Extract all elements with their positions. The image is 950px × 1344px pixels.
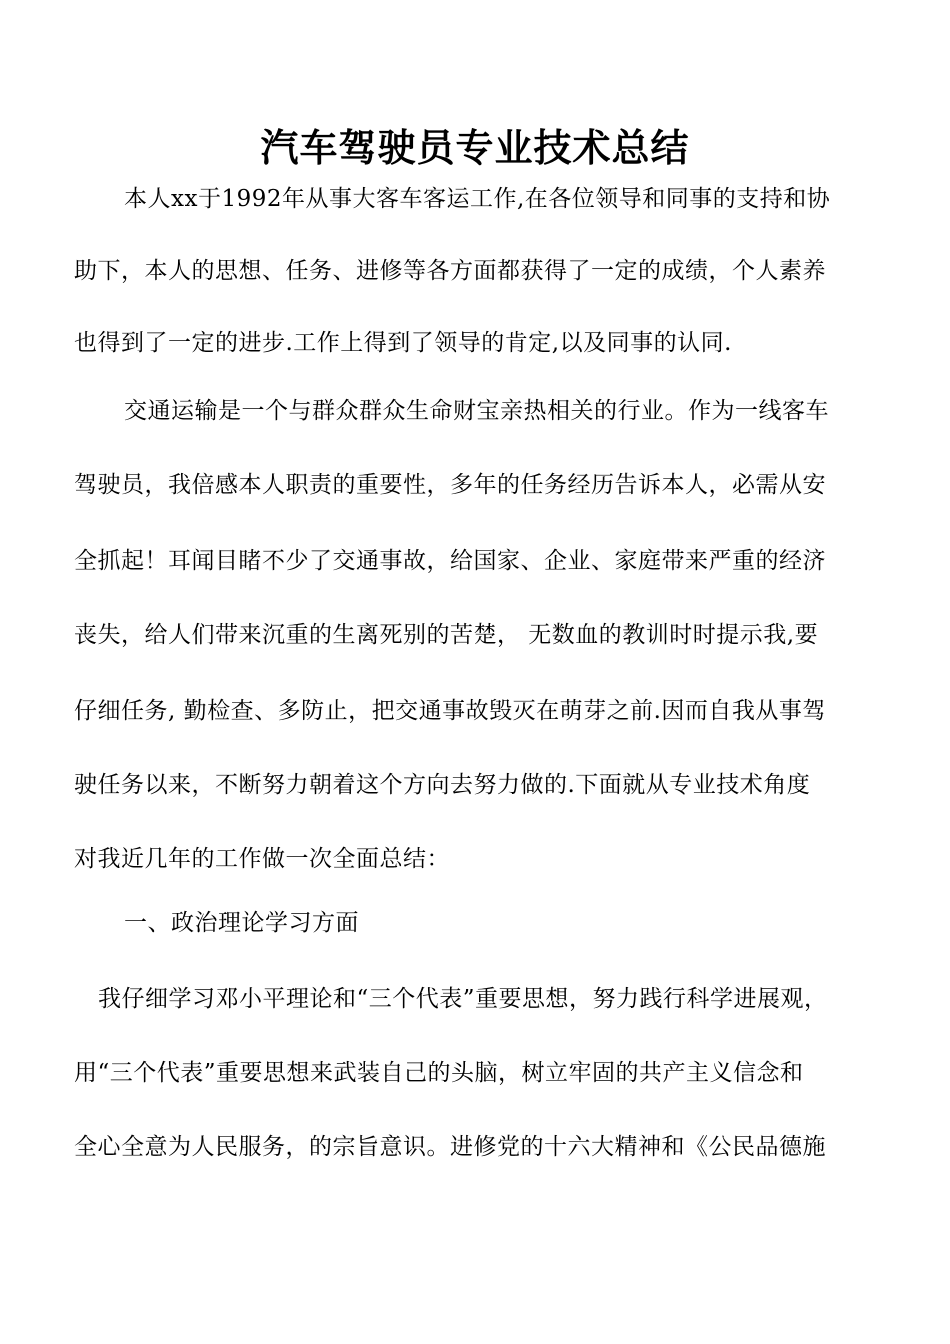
paragraph-line: 驾驶员，我倍感本人职责的重要性，多年的任务经历告诉本人，必需从安	[74, 472, 826, 498]
paragraph-line: 驶任务以来，不断努力朝着这个方向去努力做的.下面就从专业技术角度	[74, 772, 811, 798]
paragraph-line: 用“三个代表”重要思想来武装自己的头脑，树立牢固的共产主义信念和	[74, 1060, 804, 1086]
paragraph-line: 全抓起！耳闻目睹不少了交通事故，给国家、企业、家庭带来严重的经济	[74, 548, 826, 574]
paragraph-line: 对我近几年的工作做一次全面总结：	[74, 846, 450, 872]
paragraph-line: 交通运输是一个与群众群众生命财宝亲热相关的行业。作为一线客车	[124, 398, 829, 424]
paragraph-line: 全心全意为人民服务，的宗旨意识。进修党的十六大精神和《公民品德施	[74, 1134, 826, 1160]
document-title: 汽车驾驶员专业技术总结	[260, 126, 690, 170]
paragraph-line: 助下，本人的思想、任务、进修等各方面都获得了一定的成绩，个人素养	[74, 258, 826, 284]
paragraph-line: 本人xx于1992年从事大客车客运工作,在各位领导和同事的支持和协	[124, 186, 831, 212]
section-heading: 一、政治理论学习方面	[124, 910, 359, 936]
paragraph-line: 仔细任务, 勤检查、多防止，把交通事故毁灭在萌芽之前.因而自我从事驾	[74, 698, 826, 724]
paragraph-line: 丧失，给人们带来沉重的生离死别的苦楚， 无数血的教训时时提示我,要	[74, 622, 819, 648]
paragraph-line: 我仔细学习邓小平理论和“三个代表”重要思想，努力践行科学进展观，	[98, 986, 828, 1012]
paragraph-line: 也得到了一定的进步.工作上得到了领导的肯定,以及同事的认同.	[74, 330, 732, 356]
